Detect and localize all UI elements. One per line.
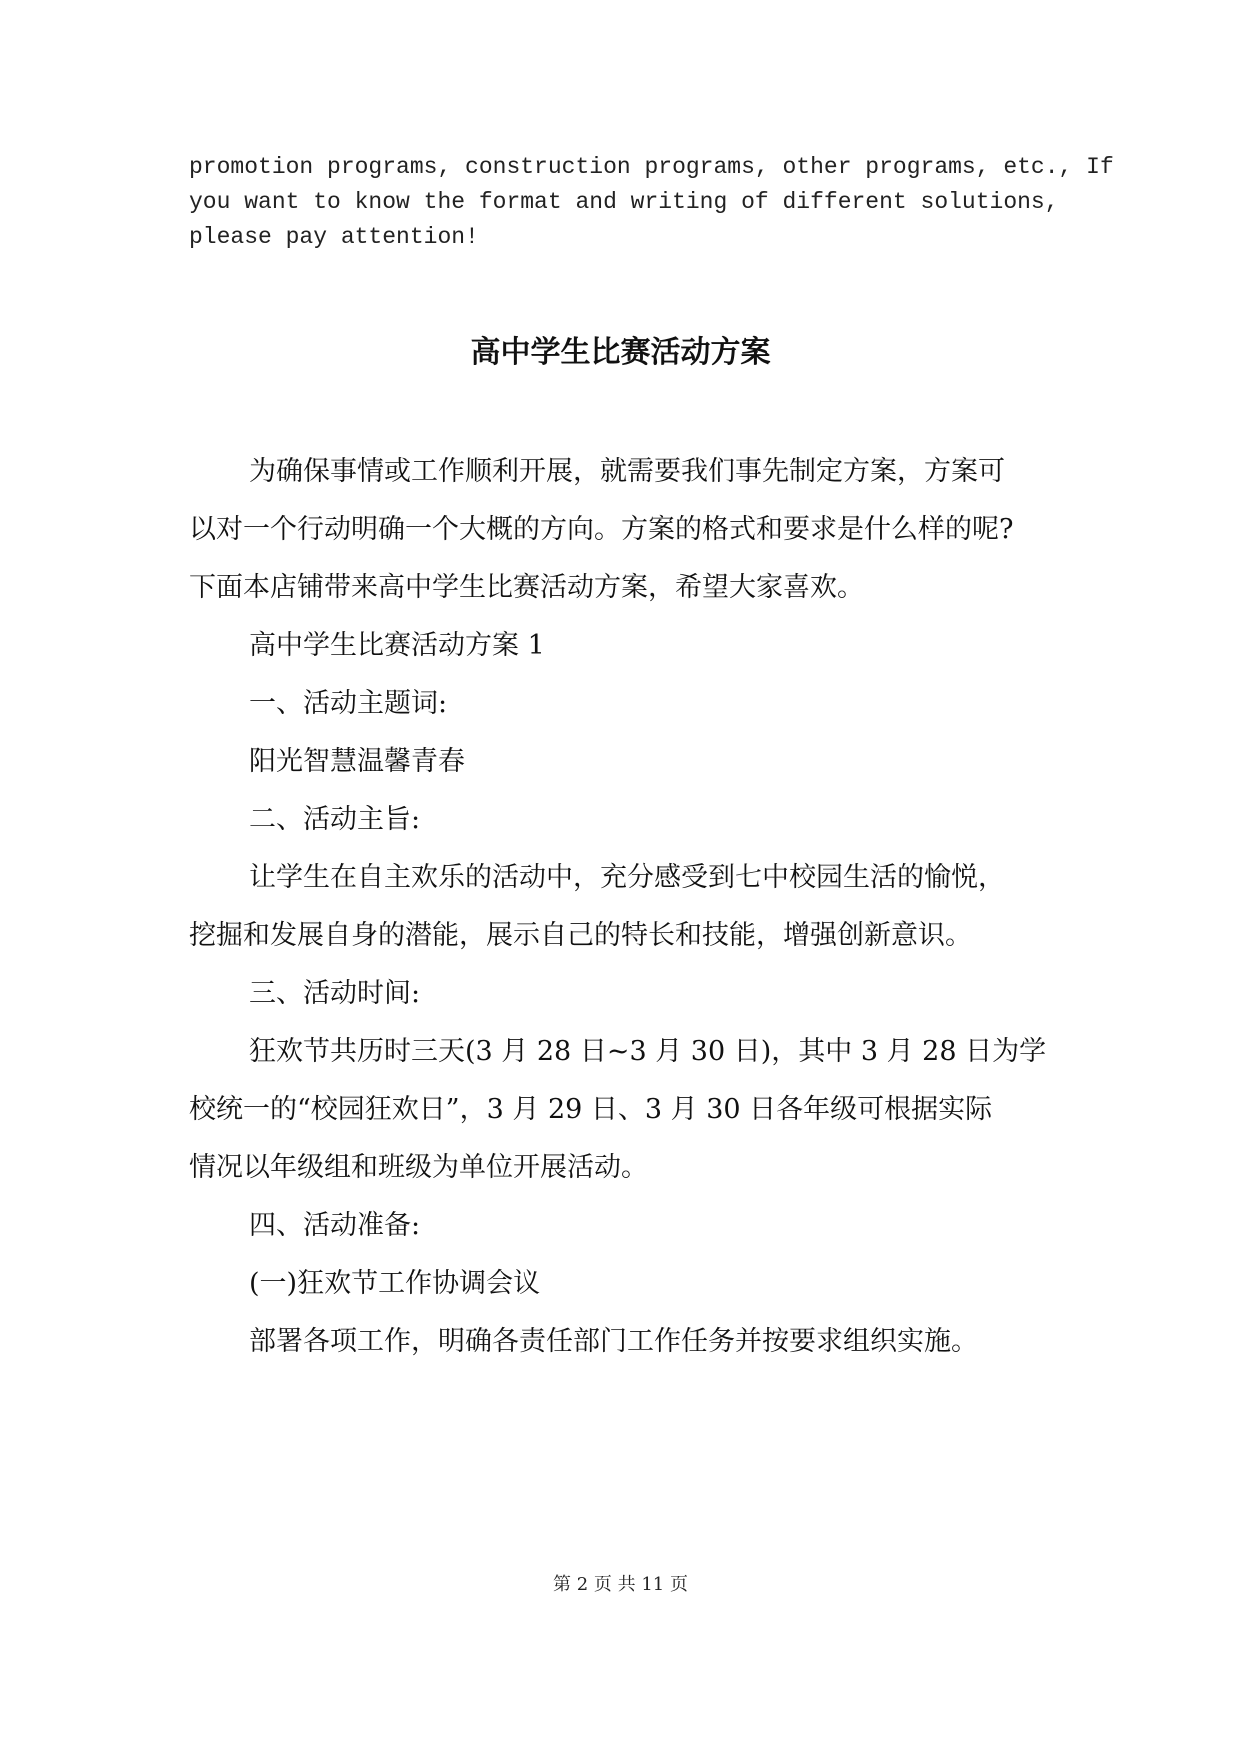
paragraph-line: 校统一的“校园狂欢日”，3 月 29 日、3 月 30 日各年级可根据实际 — [189, 1094, 993, 1125]
document-title: 高中学生比赛活动方案 — [470, 335, 771, 370]
paragraph-line: 下面本店铺带来高中学生比赛活动方案，希望大家喜欢。 — [189, 572, 864, 603]
section-heading: 高中学生比赛活动方案 1 — [249, 630, 545, 661]
subsection-heading: (一)狂欢节工作协调会议 — [249, 1268, 541, 1299]
page-number: 第 2 页 共 11 页 — [553, 1574, 688, 1595]
paragraph-line: 狂欢节共历时三天(3 月 28 日~3 月 30 日)，其中 3 月 28 日为学 — [249, 1036, 1047, 1067]
section-heading: 三、活动时间: — [249, 978, 421, 1009]
paragraph-line: 以对一个行动明确一个大概的方向。方案的格式和要求是什么样的呢? — [189, 514, 1014, 545]
intro-paragraph — [189, 150, 1114, 255]
paragraph-line: 部署各项工作，明确各责任部门工作任务并按要求组织实施。 — [249, 1326, 978, 1357]
section-heading: 一、活动主题词: — [249, 688, 448, 719]
section-heading: 二、活动主旨: — [249, 804, 421, 835]
paragraph-line: 情况以年级组和班级为单位开展活动。 — [189, 1152, 648, 1183]
paragraph-line: 让学生在自主欢乐的活动中，充分感受到七中校园生活的愉悦， — [249, 862, 1005, 893]
intro-line: promotion programs, construction programs, other programs, etc., If — [189, 154, 1114, 180]
paragraph-line: 挖掘和发展自身的潜能，展示自己的特长和技能，增强创新意识。 — [189, 920, 972, 951]
paragraph-line: 阳光智慧温馨青春 — [249, 746, 465, 777]
intro-line: please pay attention! — [189, 224, 479, 250]
section-heading: 四、活动准备: — [249, 1210, 421, 1241]
intro-line: you want to know the format and writing of different solutions, — [189, 189, 1059, 215]
paragraph-line: 为确保事情或工作顺利开展，就需要我们事先制定方案，方案可 — [249, 456, 1005, 487]
